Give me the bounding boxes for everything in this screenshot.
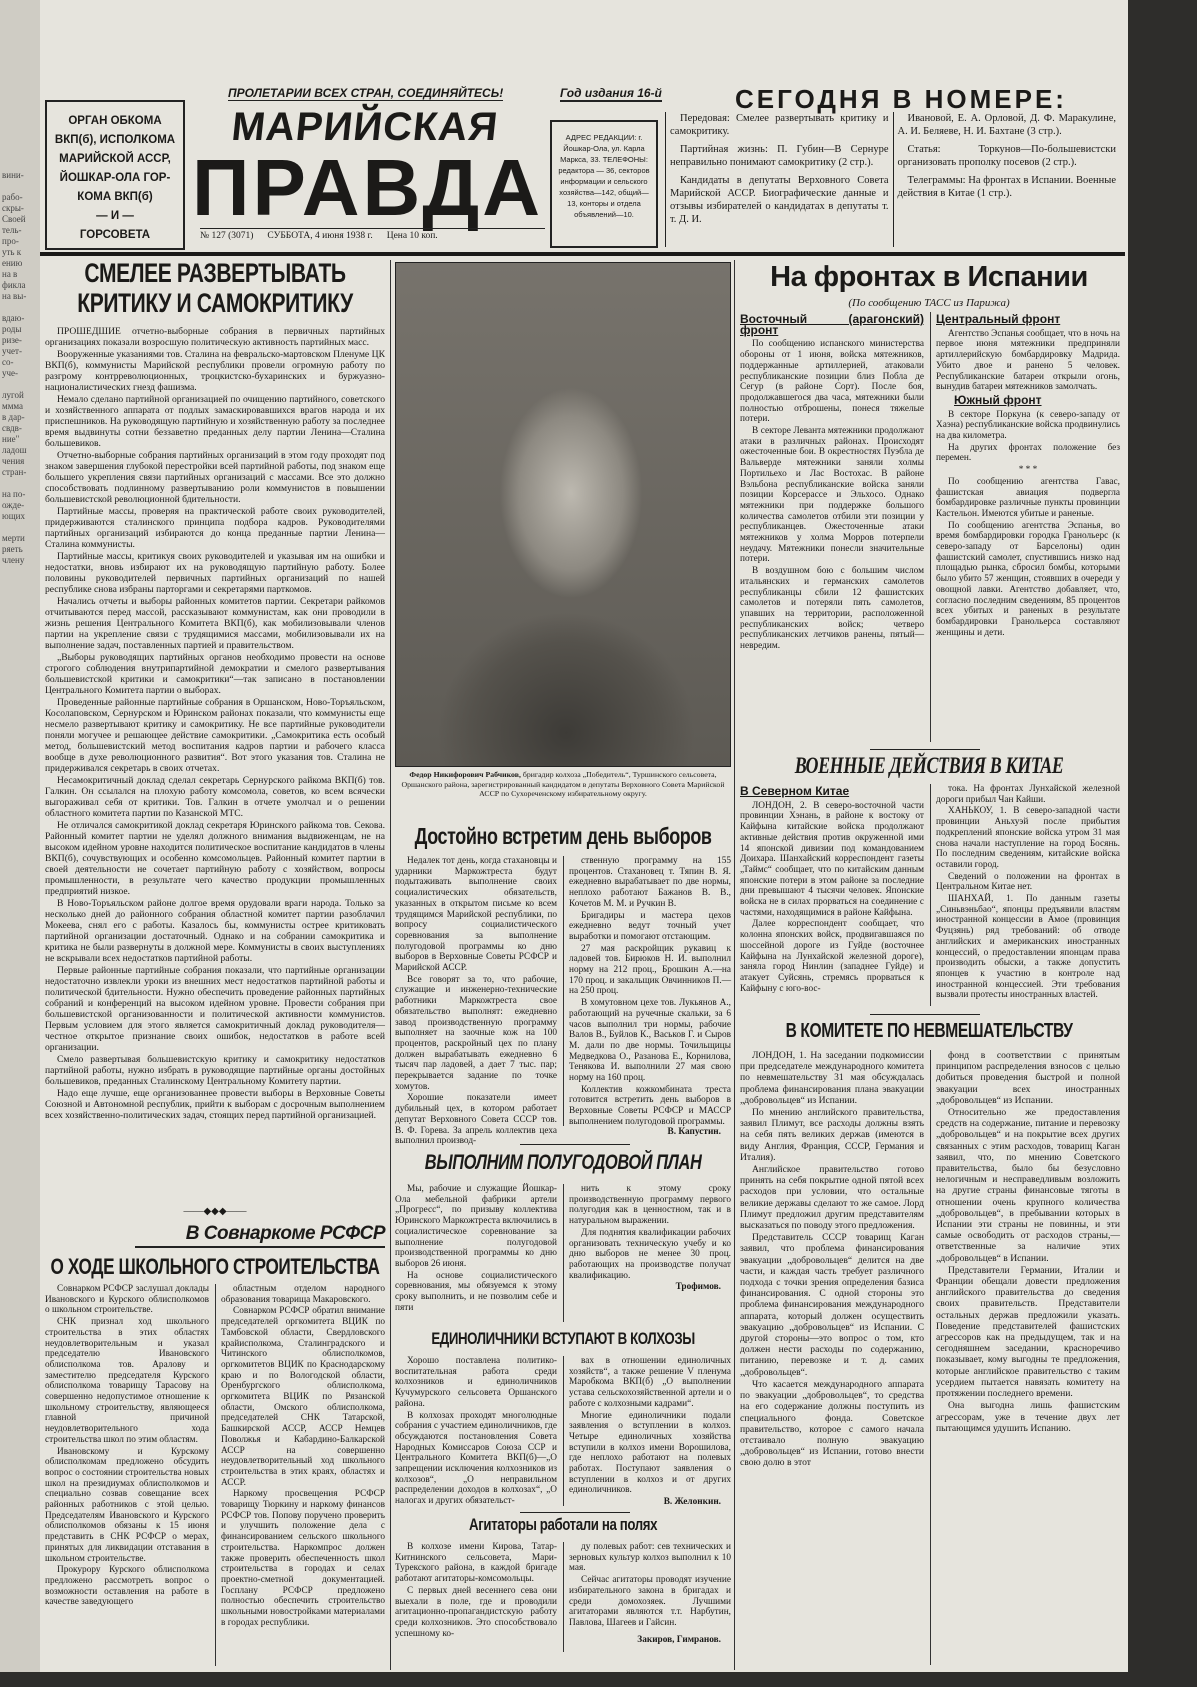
paragraph: В хомутовном цехе тов. Лукьянов А., работающий на ручечные скальки, за 6 часов выполнил три нормы, рабочие Валов В., Буйлов К., Васьков Г. и Сыров М. дали по две нормы. Точильщицы Медведкова О., Разанова Е., Корнилова, Тенякова И. выполнили 27 мая свою норму на 160 проц. xyxy=(569,998,731,1084)
photo-caption xyxy=(398,770,728,799)
paragraph: С первых дней весеннего сева они выехали в поле, где и проводили агитационно-пропагандистскую работу среди колхозников. Это способствовало успешному ко- xyxy=(395,1585,557,1639)
committee-body xyxy=(740,1050,1120,1665)
school-headline: О ХОДЕ ШКОЛЬНОГО СТРОИТЕЛЬСТВА xyxy=(50,1254,380,1279)
paragraph: Ивановскому и Курскому облисполкомам предложено обсудить вопрос о состоянии строительства новых школ на президиумах облисполкомов и специально созвав совещание всех районных работников с этой целью. Председателям Ивановского и Курского облисполкомов обязаны к 15 июня представить в СНК РСФСР о мерах, принятых для ликвидации отставания в школьном строительстве. xyxy=(45,1446,209,1564)
previous-page-edge: вини- рабо- скры- Своей тель- про- уть к ению на в фикла на вы- вдаю- роды ризе- учет- со- уче- лугой ммма в дар- свдв- ние" ладош чения стран- на по- ожде- ющих мерти ряеть члену xyxy=(0,0,40,1672)
publication-year: Год издания 16-й xyxy=(560,86,662,100)
today-item: Телеграммы: На фронтах в Испании. Военные действия в Китае (1 стр.). xyxy=(897,175,1116,199)
paragraph: По сообщению испанского министерства обороны от 1 июня, войска мятежников, поддержанные артиллерией, атаковали республиканские позиции близ Побла де Сегур (в районе Сорт). После боя, продолжавшегося два часа, мятежники были полностью отброшены, понеся тяжелые потери. xyxy=(740,339,924,425)
divider xyxy=(870,749,980,750)
subheading: Южный фронт xyxy=(954,392,1042,407)
divider xyxy=(520,1512,630,1513)
elections-headline: Достойно встретим день выборов xyxy=(414,823,712,849)
china-body xyxy=(740,784,1120,1006)
paragraph: Мы, рабочие и служащие Йошкар-Ола мебельной фабрики артели „Прогресс“, по призыву коллектива Юринского Маркожтреста включились в социалистическое соревнование за выполнение полугодовой производственной программы ко дню выборов 26 июня. xyxy=(395,1184,557,1269)
paragraph: Совнарком РСФСР обратил внимание председателей оргкомитета ВЦИК по Тамбовской области, Свердловского крайисполкома, Сталинградского и Читинского облисполкомов, оргкомитетов ВЦИК по Краснодарскому краю и по Вологодской области, Оренбургского облисполкома, оргкомитета ВЦИК по Рязанской области, Омского облисполкома, председателей СНК Татарской, Башкирской АССР, АССР Немцев Поволжья и Кабардино-Балкарской АССР на совершенно неудовлетворительный ход школьного строительства в этих краях, областях и АССР. xyxy=(221,1306,385,1488)
organ-line: ГОРСОВЕТА xyxy=(79,229,151,241)
school-kicker: В Совнаркоме РСФСР xyxy=(135,1222,385,1248)
signature: Закиров, Гимранов. xyxy=(637,1634,721,1645)
paragraph: тока. На фронтах Лунхайской железной дороги прибыл Чан Кайши. xyxy=(936,784,1120,805)
paragraph: Партийные массы, критикуя своих руководителей и указывая им на ошибки и недостатки, вновь избирают их на руководящую партийную работу. Более половины руководителей первичных партийных организаций по нашей республике снова избраны парторгами и секретарями парткомов. xyxy=(45,551,385,595)
paragraph: Надо еще лучше, еще организованнее провести выборы в Верховные Советы Союзной и Автономной республик, прийти к выборам с досрочным выполнением всех хозяйственно-политических задач, стоящих перед партийной организацией. xyxy=(45,1088,385,1121)
issue-price: Цена 10 коп. xyxy=(386,231,438,241)
signature: В. Желонкин. xyxy=(663,1497,721,1508)
plan-headline: ВЫПОЛНИМ ПОЛУГОДОВОЙ ПЛАН xyxy=(424,1151,702,1174)
spain-headline: На фронтах в Испании xyxy=(770,261,1088,293)
paragraph: фонд в соответствии с принятым принципом распределения взносов с целью добиться проведения быстрой и полной эвакуации всех иностранных „добровольцев“ из Испании. xyxy=(936,1050,1120,1106)
paragraph: Прокурору Курского облисполкома предложено рассмотреть вопрос о возможности оставления на работе в качестве заведующего xyxy=(45,1565,209,1608)
paragraph: 27 мая раскройщик рукавиц к ладовей тов. Бирюков Н. И. выполнил норму на 212 проц., Брошкин А.—на 170 проц. и закальщик Овчинников П.—на 250 проц. xyxy=(569,943,731,997)
divider xyxy=(520,1144,630,1145)
paragraph: Коллектив кожкомбината треста готовится встретить день выборов в Верховные Советы РСФСР и МАССР выполнением полугодовой программы. xyxy=(569,1084,731,1127)
today-item: Партийная жизнь: П. Губин—В Сернуре неправильно понимают самокритику (2 стр.). xyxy=(670,144,889,168)
signature: В. Капустин. xyxy=(667,1127,721,1137)
paragraph: Начались отчеты и выборы районных комитетов партии. Секретари райкомов отчитываются перед массой, рассказывают коммунистам, как они проводили в жизнь решения Центрального Комитета ВКП(б), как мобилизовывали членов партии на укрепление связи с трудящимися массами, мобилизовывали их на выполнение задач, поставленных партией и правительством. xyxy=(45,596,385,651)
ornament-divider: ——◆◆◆—— xyxy=(183,1206,247,1217)
editorial-address: АДРЕС РЕДАКЦИИ: г. Йошкар-Ола, ул. Карла Маркса, 33. ТЕЛЕФОНЫ: редактора — 36, секторов информации и сельского хозяйства—142, общий—13, конторы и отдела объявлений—10. xyxy=(550,120,658,248)
kolkhoz-headline: ЕДИНОЛИЧНИКИ ВСТУПАЮТ В КОЛХОЗЫ xyxy=(431,1329,695,1348)
paragraph: „Выборы руководящих партийных органов необходимо провести на основе строгого соблюдения внутрипартийной демократии и смелого развертывания большевистской критики и самокритики“—так записано в постановлении Центрального Комитета партии о выборах. xyxy=(45,652,385,696)
paragraph: Все говорят за то, что рабочие, служащие и инженерно-технические работники Маркожтреста свое обязательство выполнят: ежедневно завод производственную программу выполняет на заочные кож на 100 процентов, раскройный цех по плану должен вырабатывать ежедневно 6 тысяч пар ладовей, а дает 7 тыс. пар; перекрывается задание по точке хомутов. xyxy=(395,974,557,1092)
kolkhoz-body xyxy=(395,1356,731,1506)
paragraph: Недалек тот день, когда стахановцы и ударники Маркожтреста будут подытаживать выполнение своих социалистических обязательств, указанных в открытом письме ко всем трудящимся Марийской республики, по вопросу социалистического соревнования за выполнение полугодовой программы ко дню выборов в Верховные Советы РСФСР и Марийской АССР. xyxy=(395,856,557,974)
paragraph: На основе социалистического соревнования, мы обязуемся к этому сроку выполнить, и не позволим себе и пяти xyxy=(395,1270,557,1313)
today-heading: СЕГОДНЯ В НОМЕРЕ: xyxy=(735,84,1067,114)
paragraph: Относительно же предоставления средств на содержание, питание и перевозку „добровольцев“ и на покрытие всех других связанных с этим расходов, товарищ Каган заявил, что, по мнению Советского правительства, было бы безусловно нелогичным и несправедливым возложить на другие страны финансовые тяготы в отношении очень крупного количества „добровольцев“, в пребывании которых в Испании эти страны не повинны, и эти самые освободить от расходов страны,—ответственные за наличие этих „добровольцев“ в Испании. xyxy=(936,1107,1120,1264)
paragraph: Не отличался самокритикой доклад секретаря Юринского райкома тов. Секова. Районный комитет партии не уделял должного внимания выдвиженцам, не на высоком идейном уровне находится политическое воспитание кандидатов в члены ВКП(б), сочувствующих и особенно комсомольцев. Районный комитет партии в своей деятельности не сочетает партийную работу с хозяйством, вопросы промышленности, в результате чего качество продукции промышленных предприятий низкое. xyxy=(45,820,385,897)
organ-line: — И — xyxy=(96,210,134,222)
caption-text: бригадир колхоза „Победитель“, Туршинского сельсовета, Оршанского района, зарегистрированный кандидатом в депутаты Верховного Совета Марийской АССР по Сухореченскому избирательному округу. xyxy=(401,770,725,798)
caption-name: Федор Никифорович Рабчиков, xyxy=(409,770,521,779)
portrait-photo xyxy=(395,262,731,767)
paragraph: На других фронтах положение без перемен. xyxy=(936,442,1120,464)
paragraph: Вооруженные указаниями тов. Сталина на февральско-мартовском Пленуме ЦК ВКП(б), коммунисты Марийской республики провели огромную работу по разгрому контрреволюционных, троцкистско-бухаринских и буржуазно-националистических гнезд фашизма. xyxy=(45,349,385,393)
editorial-headline: СМЕЛЕЕ РАЗВЕРТЫВАТЬ КРИТИКУ И САМОКРИТИКУ xyxy=(77,258,353,318)
plan-body xyxy=(395,1184,731,1322)
paragraph: Наркому просвещения РСФСР товарищу Тюркину и наркому финансов РСФСР тов. Попову поручено проверить и улучшить положение дела с финансированием сельского школьного строительства. Наркомпрос должен также проверить обеспеченность школ строительства в городах и селах проектно-сметной документацией. Госплану РСФСР предложено полностью обеспечить строительство школьными новостройками материалами в городах республики. xyxy=(221,1489,385,1628)
paragraph: ХАНЬКОУ, 1. В северо-западной части провинции Аньхуэй после прибытия подкреплений японские войска утром 31 мая снова начали наступление на город Босянь. По последним сведениям, китайские войска оставили город. xyxy=(936,806,1120,870)
paragraph: областным отделом народного образования товарища Макаровского. xyxy=(221,1284,385,1305)
slogan: ПРОЛЕТАРИИ ВСЕХ СТРАН, СОЕДИНЯЙТЕСЬ! xyxy=(228,86,504,100)
issue-line xyxy=(200,228,545,241)
paragraph: В колхозах проходят многолюдные собрания с участием единоличников, где обсуждаются постановления Совета Народных Комиссаров Союза ССР и Центрального Комитета ВКП(б)—„О запрещении исключения колхозников из колхозов“, „О неправильном распределении доходов в колхозах“, „О налогах и других обязательст- xyxy=(395,1410,557,1507)
issue-number: № 127 (3071) xyxy=(200,231,254,241)
newspaper-title-top: МАРИЙСКАЯ xyxy=(229,105,501,149)
paragraph: Смело развертывая большевистскую критику и самокритику недостатков партийной работы, нужно избрать в руководящие партийные органы достойных большевиков, преданных Сталинскому Центральному Комитету партии. xyxy=(45,1054,385,1087)
paragraph: Она выгодна лишь фашистским агрессорам, уже в течение двух лет пытающимся удушить Испанию. xyxy=(936,1400,1120,1434)
column-divider xyxy=(734,260,735,1670)
paragraph: В секторе Поркуна (к северо-западу от Хаэна) республиканские войска продвинулись на два километра. xyxy=(936,409,1120,442)
paragraph: ственную программу на 155 процентов. Стахановец т. Тяпин В. Я. ежедневно вырабатывает по две нормы, неплохо работают Бажанов В. В., Кочетов М. М. и Ручкин В. xyxy=(569,856,731,909)
divider xyxy=(870,1014,980,1015)
column-divider xyxy=(390,260,391,1670)
newspaper-title-main: ПРАВДА xyxy=(191,143,544,232)
today-item: Кандидаты в депутаты Верховного Совета Марийской АССР. Биографические данные и отзывы избирателей о кандидатах в депутаты т. т. Д. И. xyxy=(670,175,889,225)
paragraph: Совнарком РСФСР заслушал доклады Ивановского и Курского облисполкомов о школьном строительстве. xyxy=(45,1284,209,1316)
paragraph: Сейчас агитаторы проводят изучение избирательного закона в бригадах и среди домохозяек. Лучшими агитаторами являются т.т. Нарбутин, Павлова, Шагеев и Гайсин. xyxy=(569,1575,731,1628)
paragraph: Бригадиры и мастера цехов ежедневно ведут точный учет выработки и помогают отстающим. xyxy=(569,910,731,942)
paragraph: ПРОШЕДШИЕ отчетно-выборные собрания в первичных партийных организациях показали возросшую политическую активность партийных масс. xyxy=(45,326,385,348)
editorial-body xyxy=(45,326,385,1198)
organ-line: МАРИЙСКОЙ АССР, xyxy=(59,153,171,165)
paragraph: ЛОНДОН, 1. На заседании подкомиссии при председателе международного комитета по невмешательству 31 мая обсуждалась проблема финансирования плана эвакуации „добровольцев“ из Испании. xyxy=(740,1050,924,1106)
paragraph: По сообщению агентства Эспанья, во время бомбардировки городка Гранольерс (к северо-западу от Барселоны) один фашистский самолет, спустившись низко над площадью рынка, сбросил бомбы, которыми было убито 57 женщин, стоявших в очереди у овощной лавки. Агентство добавляет, что, согласно последним сведениям, 85 процентов всех убитых и раненых в результате бомбардировки Гранольерса составляют женщины и дети. xyxy=(936,520,1120,638)
paragraph: Английское правительство готово принять на себя покрытие одной пятой всех расходов при условии, что остальные великие державы сделают то же самое. Лорд Плимут предложил другим представителям высказаться по поводу этого предложения. xyxy=(740,1164,924,1232)
paragraph: Представители Германии, Италии и Франции обещали довести предложения английского правительства до сведения своих правительств. Представители остальных держав предложили указать. Поведение представителей фашистских агрессоров как на предыдущем, так и на сегодняшнем заседании, красноречиво показывает, кому выгодны те предложения, которые английское правительство с таким усердием пытается навязать комитету на протяжении последнего времени. xyxy=(936,1264,1120,1400)
paragraph: ШАНХАЙ, 1. По данным газеты „Синьвэньбао“, японцы предъявили властям иностранной концессии в Амое (провинция Фуцзянь) ряд требований: об отводе английских и американских иностранных концессий, о предоставлении японцам права производить обыски, а также допустить японцев к участию в контроле над иностранной концессией. Эти требования вызвали протесты иностранных властей. xyxy=(936,894,1120,1001)
paragraph: Хорошие показатели имеет дубильный цех, в котором работает депутат Верховного Совета СССР тов. В. Ф. Горева. За апрель коллектив цеха выполнил производ- xyxy=(395,1093,557,1147)
today-item: Ивановой, Е. А. Орловой, Д. Ф. Маракулине, А. И. Беляеве, Н. И. Бахтане (3 стр.). xyxy=(897,113,1116,137)
subheading: Центральный фронт xyxy=(936,312,1061,326)
paragraph: нить к этому сроку производственную программу первого полугодия как в ценностном, так и в натуральном выражении. xyxy=(569,1184,731,1227)
paragraph: По мнению английского правительства, заявил Плимут, все расходы должны взять на себя пять великих держав (имеются в виду Англия, Франция, СССР, Германия и Италия). xyxy=(740,1107,924,1163)
spain-body xyxy=(740,312,1120,742)
organ-line: ЙОШКАР-ОЛА ГОР- xyxy=(59,172,171,184)
organ-line: КОМА ВКП(б) xyxy=(77,191,153,203)
paragraph: Для поднятия квалификации рабочих организовать техническую учебу и ко дню выборов не менее 30 проц. работающих на производстве получат квалификацию. xyxy=(569,1227,731,1281)
paragraph: Агентство Эспанья сообщает, что в ночь на первое июня мятежники предприняли артиллерийскую бомбардировку Мадрида. Убито двое и ранено 5 человек. Республиканские батареи открыли огонь, вынудив батареи мятежников замолчать. xyxy=(936,328,1120,393)
paragraph: Сведений о положении на фронтах в Центральном Китае нет. xyxy=(936,871,1120,893)
spain-source: (По сообщению ТАСС из Парижа) xyxy=(848,297,1010,309)
paragraph: В воздушном бою с большим числом итальянских и германских самолетов республиканцы сбили 12 фашистских самолетов и потеряли пять самолетов, упавших на территории, расположенной республиканских войск; четверо республиканских летчиков ранены, пятый—невредим. xyxy=(740,566,924,652)
subheading: В Северном Китае xyxy=(740,784,850,798)
paragraph: ЛОНДОН, 2. В северо-восточной части провинции Хэнань, в районе к востоку от Кайфына китайские войска продолжают активные действия против окруженной ими 14 японской дивизии под командованием Доихара. Шанхайский корреспондент газеты „Таймс“ сообщает, что по китайским данным японские потери в этом районе за последние дни превышают 4 тысячи человек. Японские войска не в силах прорваться на соединение с частями, находящимися в районе Кайфына. xyxy=(740,800,924,918)
paragraph: Первые районные партийные собрания показали, что партийные организации недостаточно извлекли уроки из внешних мест недостатков партийной работы и политической бдительности. Нужно обеспечить проведение районных партийных собраний и конференций на высоком идейном уровне. Провести собрания при большевистской организованности и политической активности коммунистов. Первым условием для этого является самокритичный доклад руководителя—честное открытое признание своих ошибок, недостатков в работе всей организации. xyxy=(45,965,385,1053)
signature: Трофимов. xyxy=(675,1282,721,1293)
organ-line: ОРГАН ОБКОМА xyxy=(68,115,162,127)
paragraph: Отчетно-выборные собрания партийных организаций в этом году проходят под знаком завершения глубокой перестройки всей партийной работы, под знаком еще большего укрепления связи партийных организаций с массами. Все это должно способствовать подлинному развертыванию роли коммунистов в повышении большевистской революционной бдительности. xyxy=(45,450,385,505)
today-item: Передовая: Смелее развертывать критику и самокритику. xyxy=(670,113,889,137)
paragraph: Представитель СССР товарищ Каган заявил, что проблема финансирования эвакуации „добровольцев“ делится на две части, и каждая часть требует различного подхода с точки зрения определения базиса финансирования. С одной стороны это проблема финансирования международного аппарата, который должен осуществить эвакуацию „добровольцев“ из Испании. С другой стороны—это вопрос о том, кто должен нести расходы по содержанию, питанию, перевозке и т. д. самих „добровольцев“. xyxy=(740,1232,924,1378)
paragraph: В секторе Леванта мятежники продолжают атаки в различных районах. Происходят ожесточенные бои. В окрестностях Пуэбла де Вальверде мятежники заняли холмы Портильехо и Лас Востохас. В районе Вэльбона республиканские войска заняли позиции Корсерассе и Эльхосо. Однако мятежники при поддержке большого количества самолетов отбили эти позиции у республиканцев. Ожесточенные атаки мятежников у холма Морров потерпели неудачу. Мятежники понесли значительные потери. xyxy=(740,426,924,565)
today-item: Статья: Торкунов—По-большевистски организовать прополку посевов (2 стр.). xyxy=(897,144,1116,168)
paragraph: Что касается международного аппарата по эвакуации „добровольцев“, то средства на его содержание должны поступить из специального фонда. Советское правительство, которое с самого начала отстаивало полную эвакуацию „добровольцев“ из Испании, готово внести свою долю в этот xyxy=(740,1378,924,1469)
paragraph: СНК признал ход школьного строительства в этих областях неудовлетворительным и указал председателю Ивановского облисполкома тов. Аралову и заместителю председателя Курского облисполкома товарищу Тарасову на совершенно недопустимое отношение к школьному строительству, являющееся главной причиной неудовлетворительного хода строительства школ по этим областям. xyxy=(45,1317,209,1445)
committee-headline: В КОМИТЕТЕ ПО НЕВМЕШАТЕЛЬСТВУ xyxy=(785,1020,1073,1042)
publisher-box xyxy=(45,100,185,250)
subheading: Восточный (арагонский) фронт xyxy=(740,312,924,337)
paragraph: ду полевых работ: сев технических и зерновых культур колхоз выполнил к 10 мая. xyxy=(569,1542,731,1574)
china-headline: ВОЕННЫЕ ДЕЙСТВИЯ В КИТАЕ xyxy=(794,753,1064,778)
paragraph: Многие единоличники подали заявления о вступлении в колхоз. Четыре единоличных хозяйства вступили в колхоз имени Ворошилова, где неплохо работают на полевых работах. Поступают заявления о вступлении в колхоз и от других единоличников. xyxy=(569,1410,731,1496)
paragraph: Партийные массы, проверяя на практической работе своих руководителей, придерживаются сталинского принципа подбора кадров. Руководителями партийных организаций избираются до конца преданные партии Ленина—Сталина коммунисты. xyxy=(45,506,385,550)
masthead-rule xyxy=(40,252,1125,256)
paragraph: В колхозе имени Кирова, Татар-Китнинского сельсовета, Мари-Турекского района, в каждой бригаде работают агитаторы-комсомольцы. xyxy=(395,1542,557,1585)
paragraph: Далее корреспондент сообщает, что колонна японских войск, продвигавшаяся по шоссейной дороге из Гуйде (восточнее Кайфына на Лунхайской железной дороге), заняла город Нинлин (западнее Гуйде) и атакует Суйсянь, стремясь прорваться к Кайфыну с юго-вос- xyxy=(740,919,924,994)
separator: * * * xyxy=(1018,465,1038,476)
agitators-body xyxy=(395,1542,731,1652)
paragraph: В Ново-Торъяльском районе долгое время орудовали враги народа. Только за несколько дней до районного собрания областной комитет партии разоблачил Мокеева, снял его с работы. Казалось бы, коммунисты острее критиковать партийной организации достаточный. Однако и на собрании самокритика и критика не были развернуты в должной мере. Коммунисты в своих выступлениях не вскрывали всех недостатков партийной работы. xyxy=(45,898,385,964)
school-body xyxy=(45,1284,385,1666)
issue-date: СУББОТА, 4 июня 1938 г. xyxy=(267,231,373,241)
today-contents xyxy=(665,112,1120,247)
organ-line: ВКП(б), ИСПОЛКОМА xyxy=(54,134,176,146)
paragraph: вах в отношении единоличных хозяйств“, а также решение V пленума Маробкома ВКП(б) „О выполнении устава сельскохозяйственной артели и о работе с колхозными кадрами“. xyxy=(569,1356,731,1409)
agitators-headline: Агитаторы работали на полях xyxy=(469,1515,658,1534)
paragraph: Проведенные районные партийные собрания в Оршанском, Ново-Торъяльском, Косолаповском, Сернурском и Юринском районах показали, что коммунисты еще несмело развертывают критику и самокритику. Не все партийные руководители поняли могучее и решающее действие самокритики. „Самокритика есть особый метод, большевистский метод воспитания кадров партии и рабочего класса вообще в духе революционного развития“. Вот этого указания тов. Сталина не придерживался секретарь в своих отчетах. xyxy=(45,697,385,774)
paragraph: Немало сделано партийной организацией по очищению партийного, советского и хозяйственного аппарата от подлых замаскировавшихся врагов народа и их приспешников. На руководящую партийную и хозяйственную работу за последнее время выдвинуты сотни беззаветно преданных делу партии Ленина—Сталина большевиков. xyxy=(45,394,385,449)
paragraph: Хорошо поставлена политико-воспитательная работа среди колхозников и единоличников Кучумурского сельсовета Оршанского района. xyxy=(395,1356,557,1409)
paragraph: Несамокритичный доклад сделал секретарь Сернурского райкома ВКП(б) тов. Галкин. Он ссылался на плохую работу комсомола, советов, ко всем всячески выгораживал себя от критики. Тов. Галкин в отчете умолчал и о решении областного комитета партии по Казанской МТС. xyxy=(45,775,385,819)
paragraph: По сообщению агентства Гавас, фашистская авиация подвергла бомбардировке различные пункты провинции Кастельон. Имеются убитые и раненые. xyxy=(936,476,1120,519)
